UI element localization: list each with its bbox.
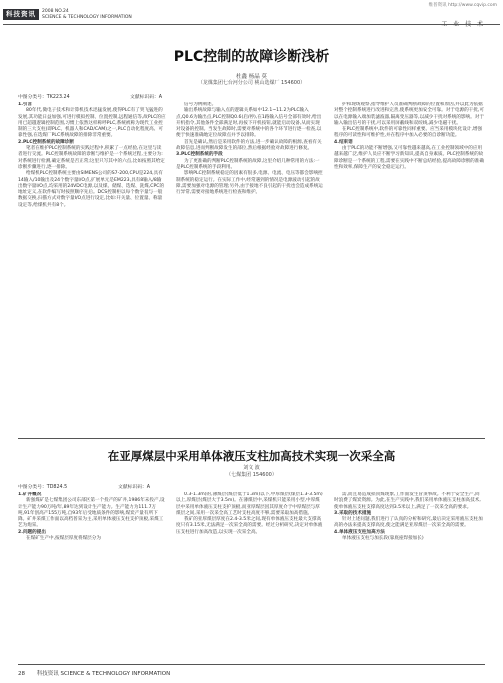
journal-logo: 科技资讯 <box>3 9 39 20</box>
journal-english: SCIENCE & TECHNOLOGY INFORMATION <box>42 14 132 20</box>
article1-column-1 <box>18 102 166 432</box>
paragraph: 护和现场观察,指导维护人员准确判断故障的位置和原因,并以此为依据对整个控制系统进行改进和完善,使系统更加安全可靠。对于电源的干扰,可以在电源输入端加装滤波器,隔离变压器等,以减少干扰对系统的影响。对于输入输出信号的干扰,可以采用屏蔽线和双绞线,减少电磁干扰。 <box>334 102 484 126</box>
paragraph: 笔者在维护PLC控制系统的实践过程中,积累了一点经验,在这里与读者进行交流。PLC控制系统故障的诊断与维护是一个系统过程,主要分为:对系统进行检测,确定系统是否正常;这里只写其中的六点,比如按照其给定诊断步骤进行,逐一排除。 <box>18 146 165 170</box>
section-heading: 2.PLC控制系统的故障诊断 <box>18 139 74 145</box>
footer <box>18 669 170 677</box>
article-divider <box>18 438 485 439</box>
paragraph: 80年代,微电子技术和计算机技术迅猛发展,使得PLC有了突飞猛进的发展,其功能日益加强,可进行模拟控制、位置控制,远程通信等,故PLC的应用已超越逻辑控制范围,习惯上依然这样称呼PLC,系统被称为现代工业控制的三大支柱(即PLC、机器人和CAD/CAM)之一,PLC自动化程度高、可靠性强,在选煤厂PLC系统故障的排除非常重要。 <box>18 108 166 139</box>
issue-number: 2008 NO.24 <box>42 9 69 14</box>
article1-doc-code: 文献标识码：A <box>130 95 163 100</box>
page-number: 28 <box>18 671 25 677</box>
paragraph: 需,而且易造成损顶煤现象,工作面发生冒顶事故。不利于安全生产,同时浪费了煤炭资源。为此,在生产实践中,我们采用单体液压支柱加高技术,使单体液压支柱支撑高度达到3.5米以上,满足了一次采全高的要求。 <box>334 492 481 510</box>
paragraph: 新强煤矿是七煤集团公司东部区第一个投产的矿井,1986年末投产,设计生产能力90万吨/年,89年达到设计生产能力。生产能力为111.7万吨,91年创高产155万吨,自93年后受地质条件的影响,煤炭产量有所下降。矿井采煤工作面以高档普采为主,采用单体液压支柱支护顶板,采煤工艺为炮采。 <box>18 498 165 529</box>
footer-rule <box>18 664 485 665</box>
article1-column-2 <box>176 102 324 432</box>
article1-title: PLC控制的故障诊断浅析 <box>173 49 330 65</box>
paragraph: 首先是确认,然后是采用软件的方法,进一步确认故障的根源,查看有关故障信息,进而判断故障发生的部位,然后根据经验对故障进行修复。 <box>176 139 322 152</box>
column-label: 工 业 技 术 <box>441 21 485 28</box>
article2-clc: 中图分类号：TD824.5 <box>18 485 68 490</box>
header-rule <box>3 24 500 25</box>
paragraph: 给煤机PLC控制系统主要由SIMENS公司的S7-200,CPU是224,具有14输入/10输出及24个数字量I/O点,扩展单元是EM223,具有8输入/8输出数字量I/O点,均采用的24VDC电源,以及煤、储煤、选煤、洗煤,CPC的地址定义,在软件编写时按照顺序先后。DCS控制柜以每个数字量与一般数据交换,扫描方式对数字量I/O点进行设定,比如:开关量、位置量、称量设定等,给煤机共有8个。 <box>18 171 165 208</box>
paragraph: 为了更准确的判断PLC控制系统的故障,这里介绍几种常用的方法:一是PLC控制系统的手段利用。 <box>176 158 320 170</box>
issue-info <box>42 9 132 20</box>
paragraph: 影响PLC控制系统稳定的因素有很多,电源、电流、电压等都会影响控制系统的稳定运行。在实际工作中,经常遇到的情况是电源波动引起的故障,需要加强对电源的管理;另外,由于接地不良引起的干扰也会造成系统运行异常,需要对接地系统进行检查和维护。 <box>176 171 323 196</box>
paragraph: 单体液压支柱与加长段(靠底座焊接加长) <box>342 536 424 542</box>
section-heading: 2.问题的提出 <box>18 529 46 535</box>
article1-column-3 <box>334 102 484 432</box>
article2-column-1 <box>18 492 166 662</box>
article2-affiliation: （七煤集团 154600） <box>226 472 277 478</box>
article2-author: 刘文 波 <box>243 465 260 471</box>
paragraph: 我矿的亚厚煤层厚度在2.4-3.5米之间,现有单体液压支柱最大支撑高度只有3.15米,无法满足一次采全高的需要。经过分析研究,决定对单体液压支柱进行加高改造,以实现一次采全高。 <box>176 517 323 535</box>
article1-clc: 中图分类号：TK223.24 <box>18 95 70 100</box>
paragraph: 信号为例阐述。 <box>184 102 217 107</box>
paragraph: 由于PLC的功能不断增强,又可靠性越来越高,在工业控制领域中的应用越来越广泛,维护人员应不断学习新知识,提高自身素质。PLC控制系统的故障诊断是一个系统的工程,需要在实践中不断总结经验,提高故障诊断的准确性和效率,保障生产的安全稳定运行。 <box>334 146 484 170</box>
paragraph: 针对上述问题,我们进行了认真的分析和研究,最后决定采用液压支柱加高的办法来提高支撑高度,使之能满足亚厚煤层一次采全高的需要。 <box>334 517 483 529</box>
watermark: 维普资讯 http://www.cqvip.com <box>428 3 497 8</box>
article1-affiliation: （龙煤集团七台河分公司 桃山选煤厂 154600） <box>197 80 306 86</box>
paragraph: 0.3-1.3m)的,薄煤层(煤层低于1.3m)以下,中厚煤层(煤层1.3-3.5m)以上,厚煤层(煤层大于3.5m)。在薄煤层中,采煤机只能采用小型,中厚煤层中采用单体液压支柱支护顶板,而亚厚煤层因其厚度介于中厚煤层与厚煤层之间,采用一次采全高工艺时支柱高度不够,需要采取加高措施。 <box>176 492 323 516</box>
article1-authors: 杜鑫 杨晶 莫 <box>236 74 267 80</box>
article2-title: 在亚厚煤层中采用单体液压支柱加高技术实现一次采全高 <box>107 449 396 463</box>
paragraph: 在PLC控制系统中,软件的可靠性同样重要。应当采用模块化设计,增强程序的可读性和可维护性,并在程序中加入必要的自诊断功能。 <box>334 127 483 139</box>
section-heading: 3.采取的技术措施 <box>334 510 372 516</box>
article2-column-3 <box>334 492 484 662</box>
footer-journal: 科技资讯 SCIENCE & TECHNOLOGY INFORMATION <box>36 671 171 677</box>
section-heading: 4.结束语 <box>334 139 353 145</box>
section-heading: 1.引言 <box>18 102 33 107</box>
paragraph: 在煤矿生产中,按煤层厚度将煤层分为 <box>26 536 101 542</box>
section-heading: 4.单体液压支柱加高方法 <box>334 529 385 535</box>
section-heading: 1.矿井概况 <box>18 492 42 497</box>
section-heading: 3.PLC控制系统的手段 <box>176 152 223 158</box>
article2-doc-code: 文献标识码：A <box>118 485 151 490</box>
article2-column-2 <box>176 492 324 662</box>
paragraph: 输出系统故障与输入点的逻辑关系如中12.1~11.2为PLC输入点,Q0.6为输出点,PLC控制Q0.6(启/停),在1路输入信号全部有效时,给出开机指令,其他条件全部满足时,再按下开机按钮,就能启动设备,从而实现对设备的控制。当发生故障时,需要对系统中的各个环节进行逐一检查,以便于快速准确地定位故障点并予以排除。 <box>176 108 322 139</box>
